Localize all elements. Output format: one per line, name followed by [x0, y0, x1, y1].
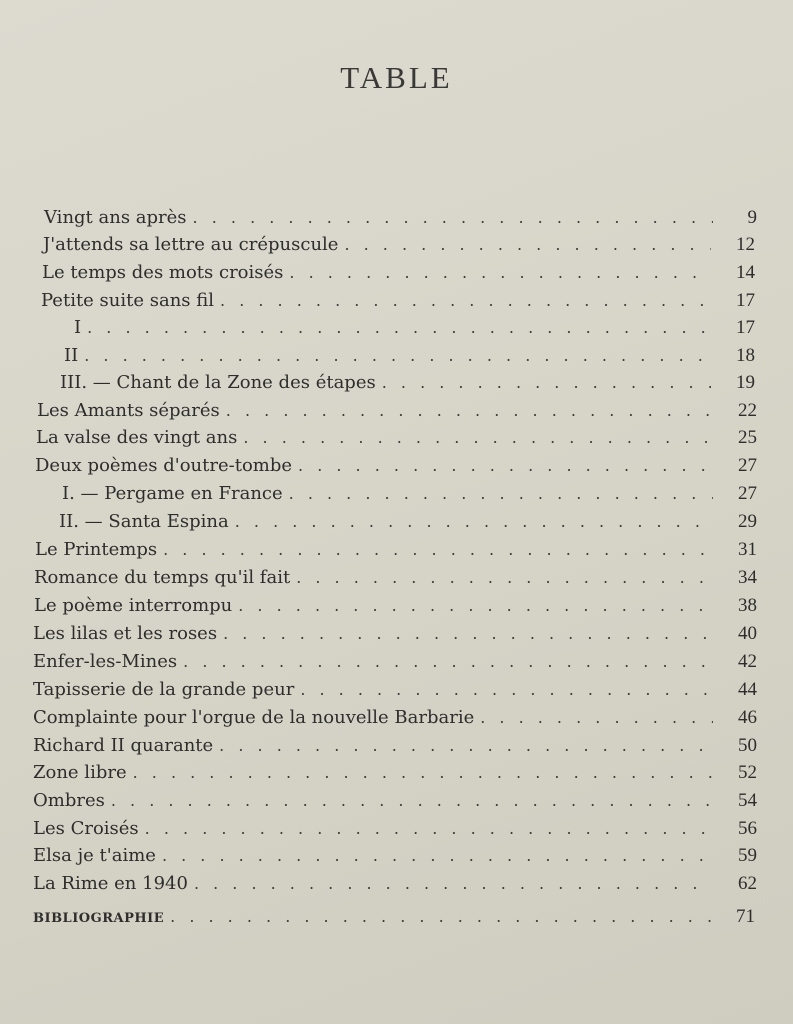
- dot-leader: [219, 733, 713, 759]
- toc-entry-title: J'attends sa lettre au crépuscule: [43, 234, 339, 255]
- toc-entry-title: I. — Pergame en France: [62, 483, 283, 504]
- toc-page-number: 44: [738, 679, 757, 700]
- dot-leader: [145, 816, 713, 842]
- toc-page-number: 38: [738, 595, 757, 616]
- dot-leader: [238, 593, 713, 619]
- dot-leader: [194, 871, 713, 897]
- toc-page-number: 12: [736, 234, 755, 255]
- toc-entry-title: Romance du temps qu'il fait: [34, 567, 291, 588]
- dot-leader: [163, 537, 713, 563]
- toc-entry: [59, 509, 757, 535]
- dot-leader: [296, 565, 713, 591]
- toc-entry-title: II: [64, 345, 79, 366]
- dot-leader: [300, 677, 713, 703]
- toc-entry-title: Les Amants séparés: [37, 400, 220, 421]
- toc-entry-title: Petite suite sans fil: [41, 290, 215, 311]
- dot-leader: [480, 705, 713, 731]
- toc-page-number: 18: [736, 345, 755, 366]
- toc-page-number: 31: [738, 539, 757, 560]
- toc-entry: [33, 677, 757, 703]
- toc-page-number: 62: [738, 873, 757, 894]
- toc-page-number: 40: [738, 623, 757, 644]
- toc-entry-title: Complainte pour l'orgue de la nouvelle Barbarie: [33, 707, 475, 728]
- toc-page-number: 71: [736, 906, 755, 927]
- toc-entry-title: Les Croisés: [33, 818, 139, 839]
- toc-page-number: 50: [738, 735, 757, 756]
- dot-leader: [235, 509, 713, 535]
- toc-page-number: 19: [736, 372, 755, 393]
- toc-page-number: 25: [738, 427, 757, 448]
- toc-entry: [36, 425, 757, 451]
- dot-leader: [344, 232, 711, 258]
- dot-leader: [183, 649, 713, 675]
- dot-leader: [111, 788, 713, 814]
- toc-entry-title: La valse des vingt ans: [36, 427, 238, 448]
- toc-page-number: 17: [736, 290, 755, 311]
- dot-leader: [298, 453, 713, 479]
- toc-entry: [43, 232, 755, 258]
- toc-entry: [42, 260, 755, 286]
- toc-page-number: 56: [738, 818, 757, 839]
- toc-page-number: 9: [747, 207, 757, 228]
- toc-entry: [33, 843, 757, 869]
- toc-entry: [33, 733, 757, 759]
- toc-page-number: 29: [738, 511, 757, 532]
- toc-entry-title: I: [74, 317, 82, 338]
- toc-entry: [35, 453, 757, 479]
- toc-entry-title: Tapisserie de la grande peur: [33, 679, 295, 700]
- toc-page-number: 54: [738, 790, 757, 811]
- toc-entry: [34, 565, 757, 591]
- toc-entry-title: Deux poèmes d'outre-tombe: [35, 455, 293, 476]
- dot-leader: [289, 260, 711, 286]
- toc-entry: [33, 871, 757, 897]
- page-title: TABLE: [340, 60, 453, 95]
- toc-page-number: 27: [738, 455, 757, 476]
- dot-leader: [133, 760, 713, 786]
- toc-page-number: 17: [736, 317, 755, 338]
- toc-entry: [41, 288, 755, 314]
- toc-page-number: 42: [738, 651, 757, 672]
- toc-page-number: 22: [738, 400, 757, 421]
- toc-entry: [33, 904, 755, 930]
- toc-page-number: 27: [738, 483, 757, 504]
- toc-entry-title: Enfer-les-Mines: [33, 651, 178, 672]
- toc-entry: [64, 343, 755, 369]
- toc-entry-title: Ombres: [33, 790, 105, 811]
- toc-entry: [35, 537, 757, 563]
- dot-leader: [223, 621, 713, 647]
- dot-leader: [193, 205, 713, 231]
- toc-entry-title: Zone libre: [33, 762, 127, 783]
- toc-entry-title: Le temps des mots croisés: [42, 262, 284, 283]
- toc-page-number: 34: [738, 567, 757, 588]
- toc-entry-title: Elsa je t'aime: [33, 845, 156, 866]
- dot-leader: [289, 481, 713, 507]
- toc-entry: [34, 593, 757, 619]
- dot-leader: [220, 288, 711, 314]
- toc-page-number: 46: [738, 707, 757, 728]
- toc-entry: [74, 315, 755, 341]
- toc-entry: [33, 705, 757, 731]
- dot-leader: [87, 315, 711, 341]
- dot-leader: [382, 370, 711, 396]
- toc-entry-title: Le Printemps: [35, 539, 158, 560]
- dot-leader: [243, 425, 713, 451]
- toc-entry: [33, 760, 757, 786]
- toc-entry: [33, 788, 757, 814]
- toc-entry: [37, 398, 757, 424]
- dot-leader: [226, 398, 713, 424]
- toc-entry-title: II. — Santa Espina: [59, 511, 229, 532]
- dot-leader: [162, 843, 713, 869]
- toc-page-number: 14: [736, 262, 755, 283]
- toc-entry: [62, 481, 757, 507]
- toc-page-number: 52: [738, 762, 757, 783]
- toc-entry: [60, 370, 755, 396]
- toc-entry: [44, 205, 757, 231]
- toc-entry: [33, 649, 757, 675]
- toc-entry-title: III. — Chant de la Zone des étapes: [60, 372, 376, 393]
- dot-leader: [84, 343, 711, 369]
- toc-entry-title: La Rime en 1940: [33, 873, 188, 894]
- toc-entry-title: Richard II quarante: [33, 735, 214, 756]
- toc-entry-title: Les lilas et les roses: [33, 623, 218, 644]
- toc-page-number: 59: [738, 845, 757, 866]
- dot-leader: [170, 904, 711, 930]
- toc-entry-title: BIBLIOGRAPHIE: [33, 911, 165, 926]
- toc-entry: [33, 621, 757, 647]
- toc-entry-title: Le poème interrompu: [34, 595, 233, 616]
- toc-entry: [33, 816, 757, 842]
- toc-entry-title: Vingt ans après: [44, 207, 187, 228]
